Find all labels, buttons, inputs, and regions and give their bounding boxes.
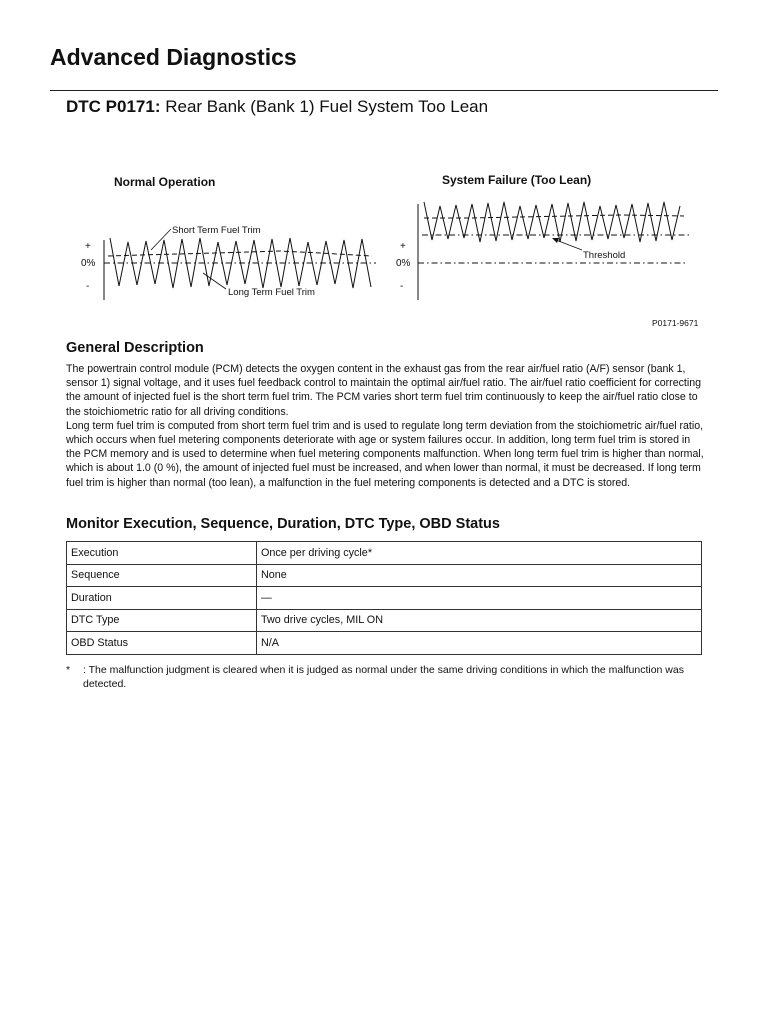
right-zero-label: 0%: [396, 258, 411, 269]
general-description-body: [66, 362, 706, 490]
row-value: Once per driving cycle*: [257, 542, 702, 565]
row-label: DTC Type: [67, 609, 257, 632]
threshold-arrow-icon: [552, 238, 559, 243]
row-value: Two drive cycles, MIL ON: [257, 609, 702, 632]
dtc-code: DTC P0171:: [66, 97, 161, 116]
left-zero-label: 0%: [81, 258, 96, 269]
figure-id: P0171-9671: [652, 318, 699, 328]
table-row: [67, 542, 702, 565]
right-short-term-trace: [424, 202, 680, 242]
table-row: [67, 587, 702, 610]
page-title: Advanced Diagnostics: [50, 44, 297, 70]
table-row: [67, 609, 702, 632]
row-value: —: [257, 587, 702, 610]
monitor-heading: Monitor Execution, Sequence, Duration, DTC Type, OBD Status: [66, 516, 500, 532]
system-failure-caption: System Failure (Too Lean): [442, 173, 592, 187]
row-label: OBD Status: [67, 632, 257, 655]
row-value: None: [257, 564, 702, 587]
long-term-leader: [203, 273, 226, 289]
footnote-text: : The malfunction judgment is cleared when it is judged as normal under the same driving conditions in which the malfunction was detected.: [83, 664, 684, 691]
footnote-mark: *: [66, 664, 71, 676]
short-term-leader: [151, 229, 171, 250]
row-label: Execution: [67, 542, 257, 565]
long-term-label: Long Term Fuel Trim: [228, 287, 315, 298]
table-row: [67, 632, 702, 655]
right-minus-label: -: [400, 281, 404, 292]
fuel-trim-diagram: [0, 160, 768, 335]
fuel-trim-figure: [0, 160, 768, 335]
threshold-leader: [556, 240, 582, 250]
title-divider: [50, 90, 718, 91]
dtc-name: Rear Bank (Bank 1) Fuel System Too Lean: [165, 97, 489, 116]
description-paragraph-2: Long term fuel trim is computed from short term fuel trim and is used to regulate long term deviation from the stoichiometric air/fuel ratio, which occurs when fuel metering components deteriorate with age or system failures occur. In addition, long term fuel trim is stored in the PCM memory and is used to determine when fuel metering components malfunction. When long term fuel trim is higher than normal, which is about 1.0 (0 %), the amount of injected fuel must be increased, and when lower than normal, it must be decreased. If long term fuel trim is higher than normal (too lean), a malfunction in the fuel metering components is detected and a DTC is stored.: [66, 419, 704, 489]
dtc-heading: [66, 97, 488, 117]
normal-operation-caption: Normal Operation: [114, 175, 216, 189]
left-minus-label: -: [86, 281, 90, 292]
row-value: N/A: [257, 632, 702, 655]
threshold-label: Threshold: [583, 250, 626, 261]
left-long-term-trace: [108, 251, 372, 256]
general-description-heading: General Description: [66, 340, 204, 356]
table-row: [67, 564, 702, 587]
short-term-label: Short Term Fuel Trim: [172, 225, 261, 236]
row-label: Sequence: [67, 564, 257, 587]
right-plus-label: +: [400, 241, 406, 252]
row-label: Duration: [67, 587, 257, 610]
description-paragraph-1: The powertrain control module (PCM) detects the oxygen content in the exhaust gas from the rear air/fuel ratio (A/F) sensor (bank 1, sensor 1) signal voltage, and it uses fuel feedback control to maintain the optimal air/fuel ratio. The air/fuel ratio coefficient for correcting the amount of injected fuel is the short term fuel trim. The PCM varies short term fuel trim continuously to keep the air/fuel ratio close to the stoichiometric ratio for all driving conditions.: [66, 363, 701, 418]
monitor-table: [66, 541, 702, 655]
left-plus-label: +: [85, 241, 91, 252]
